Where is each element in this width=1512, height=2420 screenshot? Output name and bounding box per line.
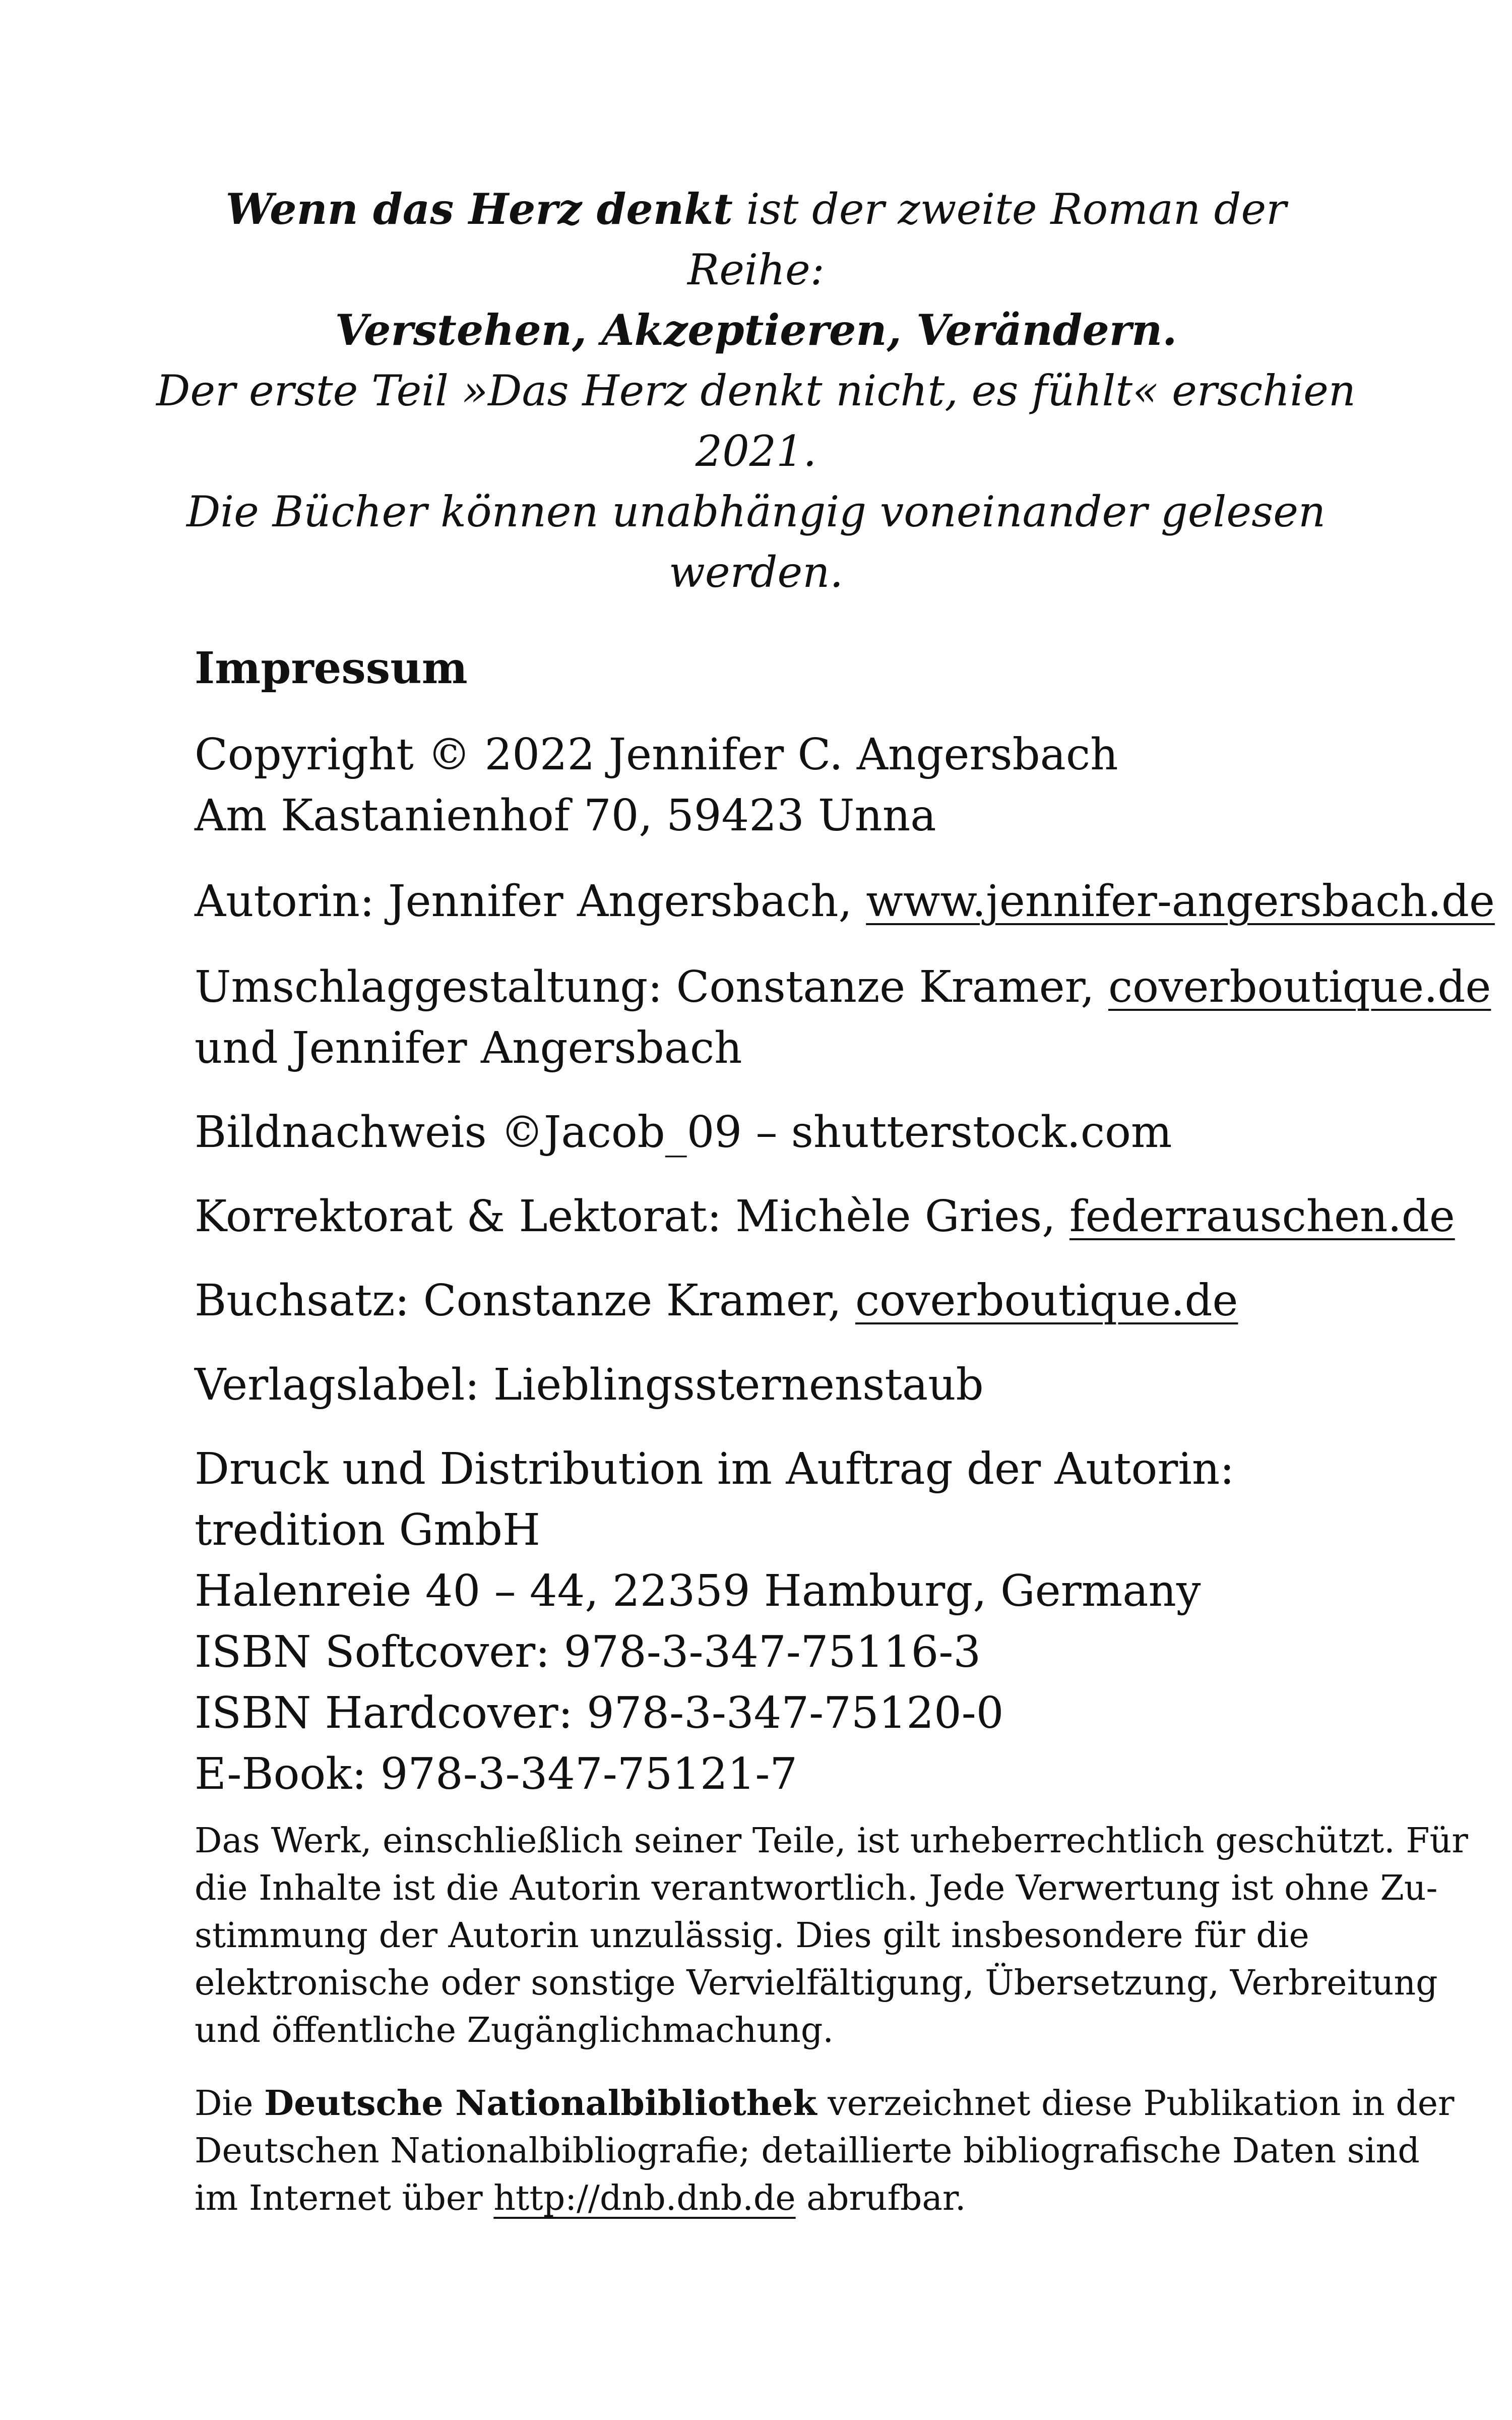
cover-line	[195, 957, 1491, 1018]
cover-block	[195, 957, 1491, 1079]
series-title: Verstehen, Akzeptieren, Verändern.	[335, 305, 1177, 355]
series-name	[151, 300, 1361, 360]
dnb-line-3-prefix: im Internet über	[195, 2179, 494, 2218]
dnb-line-1	[195, 2080, 1455, 2128]
typesetting-link[interactable]: coverboutique.de	[855, 1276, 1238, 1326]
cover-label: Umschlaggestaltung: Constanze Kramer,	[195, 962, 1108, 1012]
dnb-prefix: Die	[195, 2084, 265, 2124]
author-website-link[interactable]: www.jennifer-angersbach.de	[866, 876, 1495, 927]
address-line: Am Kastanienhof 70, 59423 Unna	[195, 791, 936, 841]
dnb-name: Deutsche Nationalbibliothek	[264, 2083, 817, 2124]
proofreading-line	[195, 1186, 1455, 1247]
author-block	[195, 871, 1495, 932]
legal-line: elektronische oder sonstige Vervielfältigung, Übersetzung, Verbreitung	[195, 1963, 1438, 2003]
legal-notice	[195, 1818, 1468, 2054]
legal-line: Das Werk, einschließlich seiner Teile, ist urheberrechtlich geschützt. Für	[195, 1821, 1468, 1861]
typesetting-block	[195, 1270, 1354, 1332]
author-line	[195, 871, 1495, 932]
isbn-hardcover: ISBN Hardcover: 978-3-347-75120-0	[195, 1688, 1004, 1738]
series-line-3: Der erste Teil »Das Herz denkt nicht, es fühlt« erschien 2021.	[156, 366, 1356, 476]
author-label: Autorin: Jennifer Angersbach,	[195, 876, 866, 927]
cover-link[interactable]: coverboutique.de	[1108, 962, 1491, 1012]
print-block	[195, 1439, 1354, 1805]
proofreading-link[interactable]: federrauschen.de	[1069, 1191, 1455, 1242]
dnb-line-2: Deutschen Nationalbibliografie; detaillierte bibliografische Daten sind	[195, 2131, 1420, 2171]
proofreading-block	[195, 1186, 1455, 1247]
print-line: Halenreie 40 – 44, 22359 Hamburg, Germany	[195, 1566, 1201, 1616]
image-credit-line: Bildnachweis ©Jacob_09 – shutterstock.com	[195, 1107, 1172, 1158]
series-line-1	[151, 179, 1361, 300]
legal-line: die Inhalte ist die Autorin verantwortlich. Jede Verwertung ist ohne Zu-	[195, 1868, 1438, 1908]
typesetting-label: Buchsatz: Constanze Kramer,	[195, 1276, 855, 1326]
cover-line-cont: und Jennifer Angersbach	[195, 1023, 742, 1073]
dnb-line-3-suffix: abrufbar.	[795, 2179, 966, 2218]
copyright-block	[195, 724, 1354, 846]
book-title: Wenn das Herz denkt	[225, 184, 733, 234]
dnb-notice	[195, 2080, 1455, 2222]
dnb-link[interactable]: http://dnb.dnb.de	[493, 2179, 796, 2218]
series-note	[151, 179, 1361, 602]
series-line-4: Die Bücher können unabhängig voneinander gelesen werden.	[186, 487, 1326, 597]
legal-line: und öffentliche Zugänglichmachung.	[195, 2011, 834, 2050]
print-line: tredition GmbH	[195, 1505, 540, 1555]
label-block	[195, 1355, 1354, 1416]
series-line-1-rest: ist der zweite Roman der Reihe:	[687, 185, 1287, 294]
dnb-line-1-rest: verzeichnet diese Publikation in der	[816, 2084, 1455, 2124]
legal-line: stimmung der Autorin unzulässig. Dies gilt insbesondere für die	[195, 1916, 1309, 1956]
impressum-heading: Impressum	[195, 643, 468, 694]
print-line: Druck und Distribution im Auftrag der Autorin:	[195, 1444, 1235, 1494]
image-credit-block	[195, 1102, 1354, 1163]
isbn-ebook: E-Book: 978-3-347-75121-7	[195, 1749, 798, 1799]
publisher-label-line: Verlagslabel: Lieblingssternenstaub	[195, 1360, 984, 1410]
impressum-heading-block	[195, 638, 1354, 699]
copyright-line: Copyright © 2022 Jennifer C. Angersbach	[195, 730, 1118, 780]
proofreading-label: Korrektorat & Lektorat: Michèle Gries,	[195, 1191, 1069, 1242]
typesetting-line	[195, 1270, 1354, 1332]
dnb-line-3	[195, 2175, 1334, 2222]
isbn-softcover: ISBN Softcover: 978-3-347-75116-3	[195, 1627, 981, 1677]
